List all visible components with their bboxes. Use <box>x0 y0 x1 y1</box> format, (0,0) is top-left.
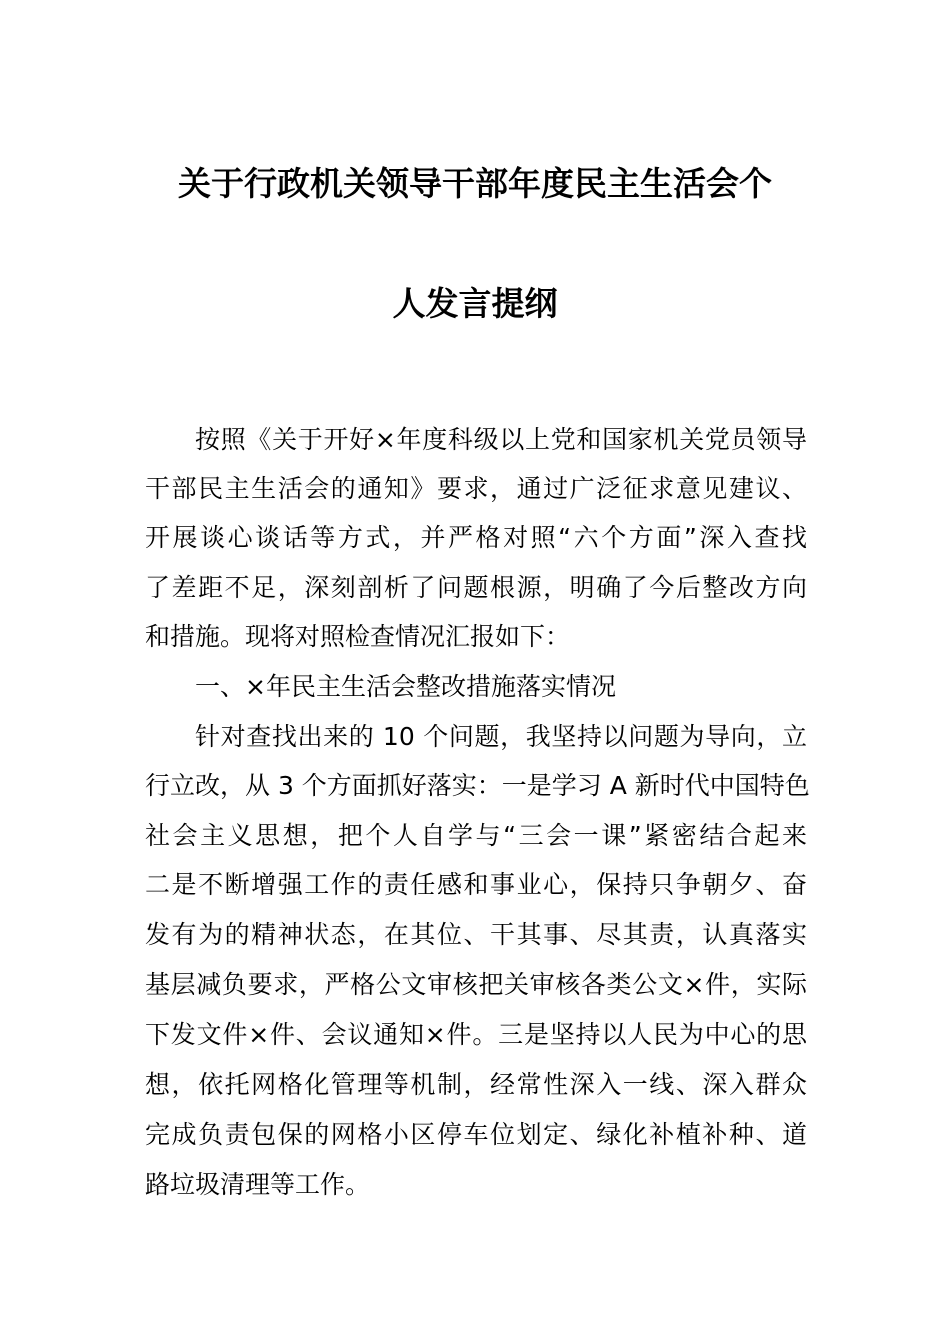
paragraph-1-line-2: 干部民主生活会的通知》要求，通过广泛征求意见建议、 <box>145 474 807 503</box>
paragraph-3-line-3: 社会主义思想，把个人自学与“三会一课”紧密结合起来 <box>145 821 807 850</box>
paragraph-1-line-5: 和措施。现将对照检查情况汇报如下： <box>145 622 571 651</box>
paragraph-3-line-8: 想，依托网格化管理等机制，经常性深入一线、深入群众 <box>145 1070 807 1099</box>
paragraph-3-line-7: 下发文件×件、会议通知×件。三是坚持以人民为中心的思 <box>145 1020 807 1049</box>
paragraph-3-line-4: 二是不断增强工作的责任感和事业心，保持只争朝夕、奋 <box>145 870 807 899</box>
paragraph-1-line-4: 了差距不足，深刻剖析了问题根源，明确了今后整改方向 <box>145 573 807 602</box>
paragraph-1-line-3: 开展谈心谈话等方式，并严格对照“六个方面”深入查找 <box>145 523 807 552</box>
paragraph-3-line-10: 路垃圾清理等工作。 <box>145 1170 371 1199</box>
paragraph-3-line-1: 针对查找出来的 10 个问题，我坚持以问题为导向，立 <box>195 722 807 751</box>
section-heading-1: 一、×年民主生活会整改措施落实情况 <box>195 672 616 701</box>
paragraph-3-line-5: 发有为的精神状态，在其位、干其事、尽其责，认真落实 <box>145 920 807 949</box>
paragraph-3-line-9: 完成负责包保的网格小区停车位划定、绿化补植补种、道 <box>145 1120 807 1149</box>
paragraph-1-line-1: 按照《关于开好×年度科级以上党和国家机关党员领导 <box>195 425 807 454</box>
document-title-line-1: 关于行政机关领导干部年度民主生活会个 <box>178 164 772 203</box>
paragraph-3-line-2: 行立改，从 3 个方面抓好落实：一是学习 A 新时代中国特色 <box>145 771 810 800</box>
paragraph-3-line-6: 基层减负要求，严格公文审核把关审核各类公文×件，实际 <box>145 970 807 999</box>
document-title-line-2: 人发言提纲 <box>392 284 558 323</box>
